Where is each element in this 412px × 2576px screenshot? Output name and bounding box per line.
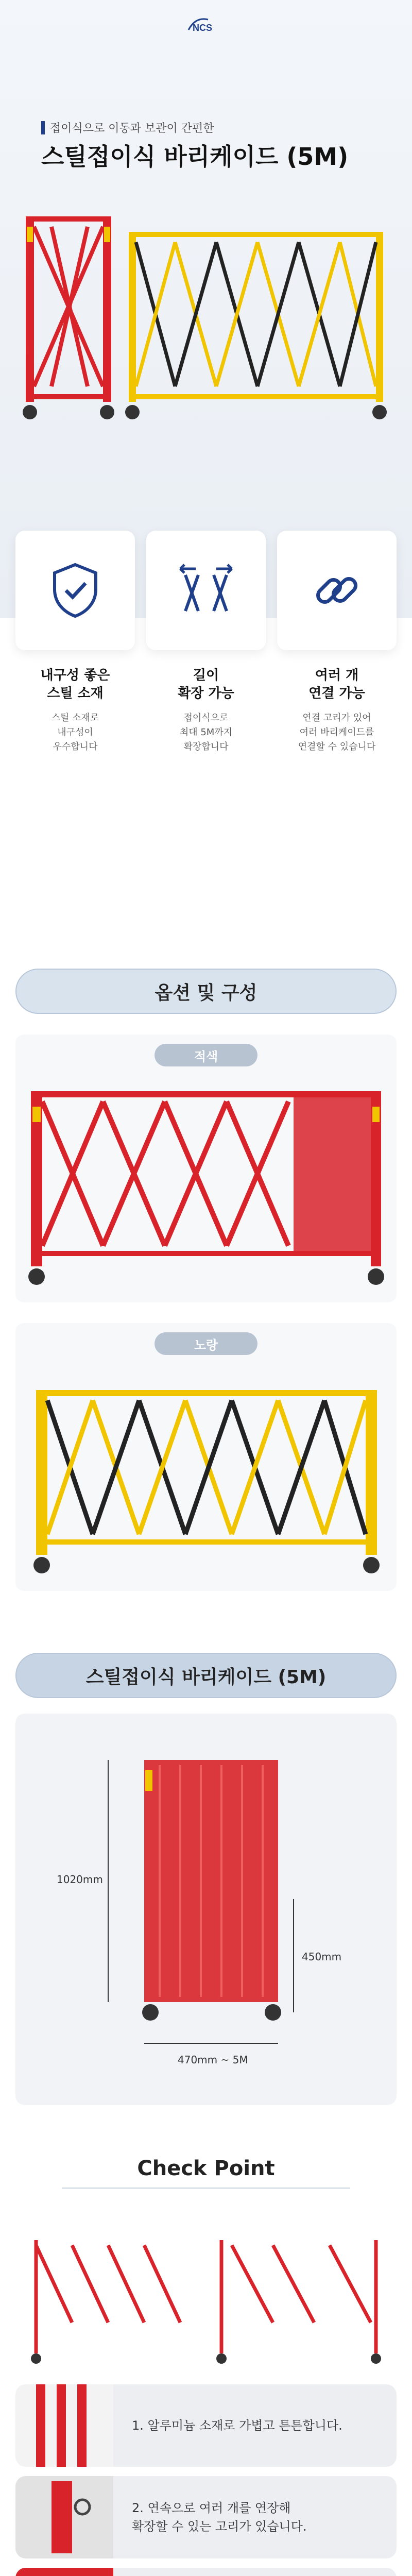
check-point-section [0,2157,412,2576]
feature-icon-box [146,531,266,650]
feature-desc: 연결 고리가 있어 여러 바리케이드를 연결할 수 있습니다 [298,713,376,752]
feature-title: 길이 확장 가능 [178,668,234,702]
feature-list [15,531,397,809]
shield-check-icon [44,560,106,621]
option-red-label: 적색 [154,1044,258,1066]
brand-logo [185,14,227,35]
check-point-item [15,2384,397,2467]
check-point-item [15,2476,397,2558]
hero-section [0,0,412,752]
extension-hook-image [15,2476,113,2558]
yellow-barricade-image [15,1323,397,1591]
feature-title: 여러 개 연결 가능 [308,668,365,702]
check-point-heading: Check Point [137,2157,275,2180]
accent-bar [41,121,45,134]
feature-title: 내구성 좋은 스틸 소재 [40,668,110,702]
feature-desc: 스틸 소재로 내구성이 우수합니다 [51,713,99,752]
reflector-image [15,2568,113,2576]
options-heading: 옵션 및 구성 [15,969,397,1014]
option-yellow-card [15,1323,397,1591]
check-point-overview-image [15,2209,397,2374]
hero-tagline [41,120,214,135]
feature-expand [146,531,266,809]
red-barricade-image [15,1035,397,1302]
check-point-item [15,2568,397,2576]
chain-link-icon [306,560,368,621]
spec-diagram-card [15,1714,397,2105]
hero-title: 스틸접이식 바리케이드 (5M) [41,143,349,171]
height-dimension-label: 1020mm [57,1873,103,1886]
feature-icon-box [277,531,397,650]
depth-dimension-label: 450mm [302,1951,342,1963]
feature-durable [15,531,135,809]
feature-icon-box [15,531,135,650]
width-dimension-label: 470mm ~ 5M [178,2054,248,2066]
expand-arrows-icon [175,560,237,621]
svg-text:NCS: NCS [193,23,213,33]
option-yellow-label: 노랑 [154,1332,258,1355]
aluminum-frame-image [15,2384,113,2467]
dimension-diagram [15,1714,397,2105]
hero-barricade-image [21,196,391,433]
check-point-text: 1. 알루미늄 소재로 가볍고 튼튼합니다. [132,2418,342,2433]
option-red-card [15,1035,397,1302]
divider [62,2188,350,2189]
feature-connect [277,531,397,809]
spec-diagram-section [0,1653,412,2105]
feature-desc: 접이식으로 최대 5M까지 확장합니다 [179,713,233,752]
spec-diagram-heading: 스틸접이식 바리케이드 (5M) [15,1653,397,1698]
hero-tagline-text: 접이식으로 이동과 보관이 간편한 [50,122,214,135]
check-point-text: 2. 연속으로 여러 개를 연장해 확장할 수 있는 고리가 있습니다. [132,2501,307,2534]
